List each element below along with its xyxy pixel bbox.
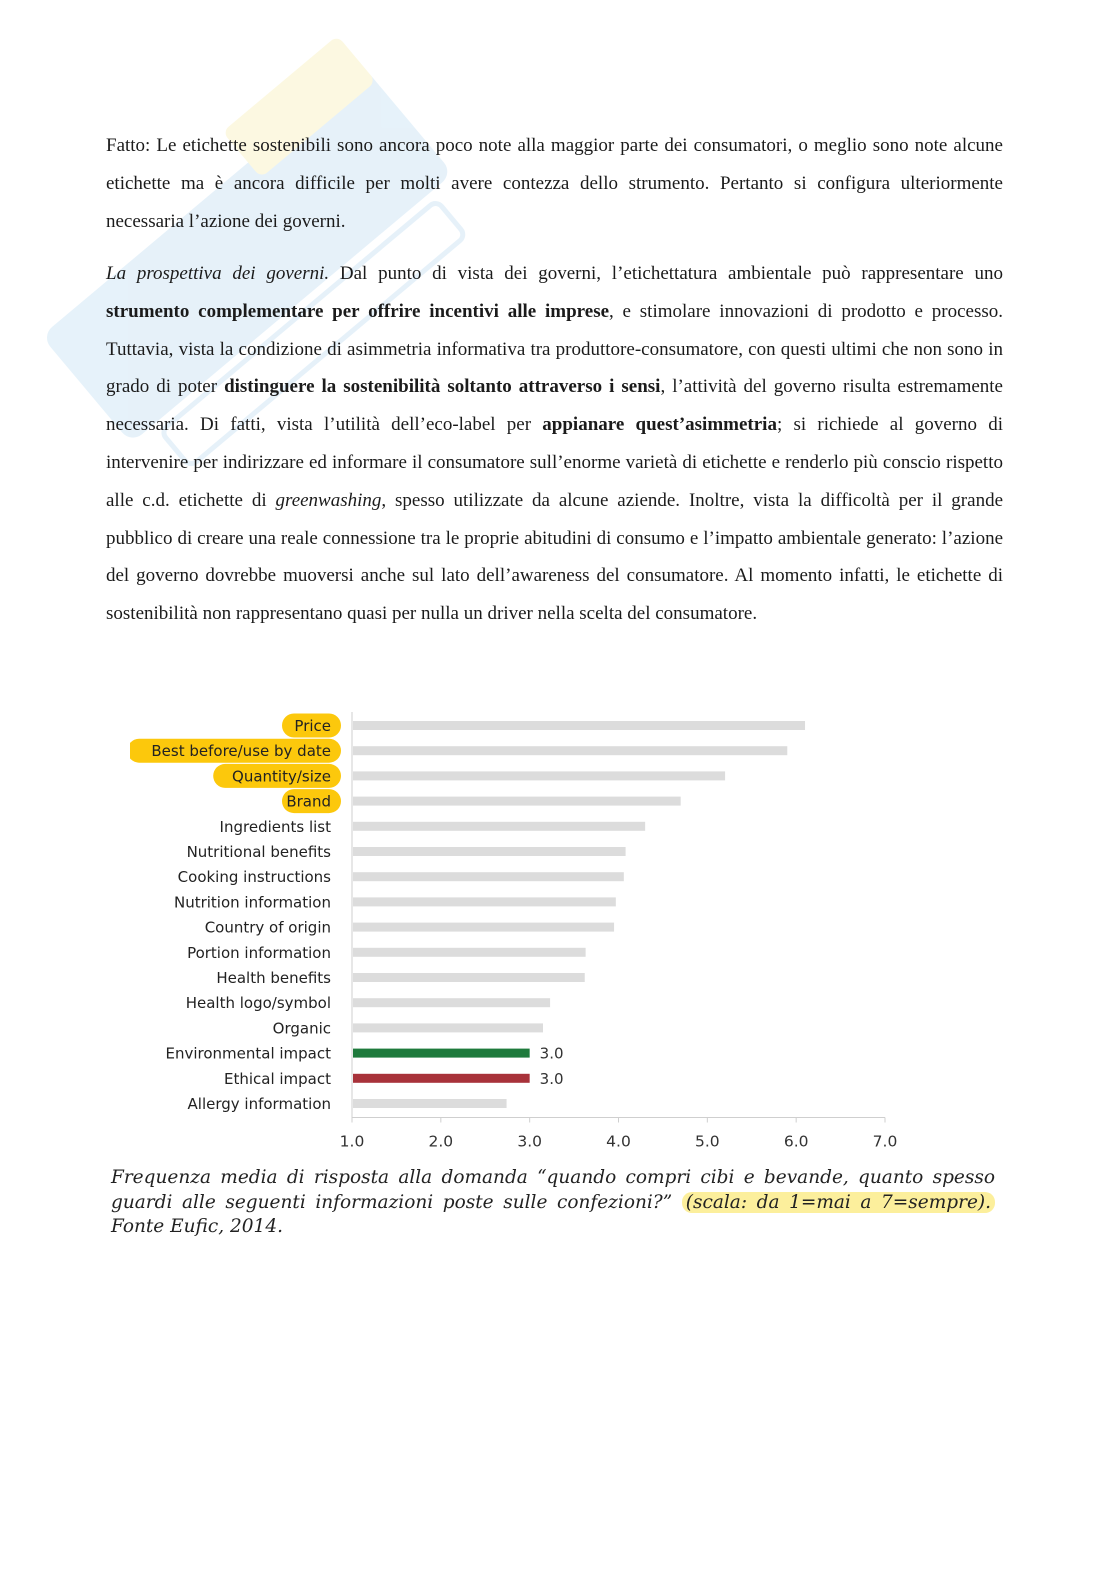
bar	[353, 847, 626, 856]
category-label: Allergy information	[187, 1095, 331, 1113]
category-label: Brand	[286, 792, 331, 811]
bar	[353, 1099, 507, 1108]
category-label: Nutritional benefits	[186, 843, 331, 861]
bar	[353, 872, 624, 881]
category-label: Organic	[272, 1019, 331, 1038]
bar	[353, 797, 681, 806]
x-tick-label: 7.0	[872, 1132, 898, 1151]
bold-phrase: appianare quest’asimmetria	[542, 414, 777, 436]
label-attention-chart	[130, 702, 910, 1162]
italic-term: greenwashing	[275, 489, 382, 511]
figure-caption: Frequenza media di risposta alla domanda “quando compri cibi e bevande, quanto spesso guardi alle seguenti informazioni poste sulle confezioni?” (scala: da 1=mai a 7=sempre). Fonte Eufic, 2014.	[111, 1167, 995, 1237]
category-label: Price	[294, 717, 331, 735]
bold-phrase: distinguere la sostenibilità soltanto attraverso i sensi	[224, 376, 661, 398]
bar	[353, 1074, 530, 1083]
bar	[353, 721, 805, 730]
paragraph-prospettiva-governi: La prospettiva dei governi. Dal punto di vista dei governi, l’etichettatura ambientale può rappresentare uno strumento complementare per offrire incentivi alle imprese, e stimolare innovazioni di prodotto e processo. Tuttavia, vista la condizione di asimmetria informativa tra produttore-consumatore, con questi ultimi che non sono in grado di poter distinguere la sostenibilità soltanto attraverso i sensi, l’attività del governo risulta estremamente necessaria. Di fatti, vista l’utilità dell’eco-label per appianare quest’asimmetria; si richiede al governo di intervenire per indirizzare ed informare il consumatore sull’enorme varietà di etichette e renderlo più conscio rispetto alle c.d. etichette di greenwashing, spesso utilizzate da alcune aziende. Inoltre, vista la difficoltà per il grande pubblico di creare una reale connessione tra le proprie abitudini di consumo e l’impatto ambientale generato: l’azione del governo dovrebbe muoversi anche sul lato dell’awareness del consumatore. Al momento infatti, le etichette di sostenibilità non rappresentano quasi per nulla un driver nella scelta del consumatore.	[106, 263, 1004, 625]
bar	[353, 771, 725, 780]
category-label: Health logo/symbol	[185, 994, 331, 1013]
category-label: Cooking instructions	[177, 868, 331, 887]
bar	[353, 1023, 543, 1032]
category-label: Ingredients list	[219, 817, 331, 836]
category-label: Nutrition information	[173, 893, 331, 912]
category-label: Best before/use by date	[151, 742, 331, 761]
bar	[353, 897, 616, 906]
paragraph-fatto: Fatto: Le etichette sostenibili sono ancora poco note alla maggior parte dei consumatori, o meglio sono note alcune etichette ma è ancora difficile per molti avere contezza dello strumento. Pertanto si configura ulteriormente necessaria l’azione dei governi.	[106, 135, 1003, 232]
paragraph-lead: La prospettiva dei governi.	[106, 263, 330, 284]
bold-phrase: strumento complementare per offrire incentivi alle imprese	[106, 300, 610, 322]
bar	[353, 998, 550, 1007]
category-label: Ethical impact	[223, 1069, 331, 1088]
x-tick-label: 1.0	[339, 1132, 365, 1151]
x-tick-label: 6.0	[783, 1132, 809, 1151]
category-label: Country of origin	[204, 918, 331, 937]
bar	[353, 923, 614, 932]
bar	[353, 822, 645, 831]
caption-highlight: (scala: da 1=mai a 7=sempre).	[682, 1192, 995, 1213]
x-tick-label: 5.0	[695, 1132, 720, 1151]
x-tick-label: 2.0	[428, 1132, 454, 1151]
x-tick-label: 3.0	[517, 1132, 542, 1151]
data-label: 3.0	[539, 1069, 564, 1088]
category-label: Health benefits	[216, 969, 331, 987]
category-label: Environmental impact	[165, 1044, 331, 1063]
bar	[353, 1049, 530, 1058]
x-tick-label: 4.0	[606, 1132, 631, 1151]
data-label: 3.0	[539, 1044, 564, 1063]
category-label: Portion information	[187, 943, 331, 962]
bar	[353, 973, 585, 982]
bar	[353, 948, 586, 957]
category-label: Quantity/size	[232, 767, 331, 786]
bar	[353, 746, 787, 755]
